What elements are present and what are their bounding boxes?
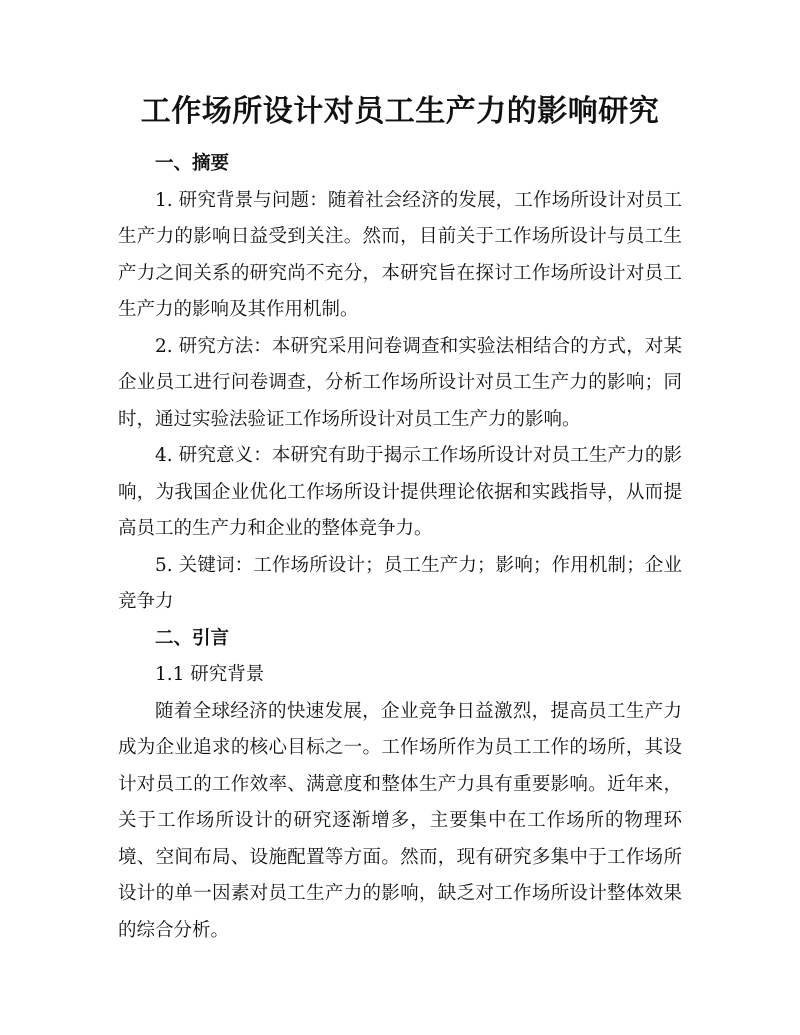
section-heading-abstract: 一、摘要 — [155, 153, 230, 174]
abstract-paragraph-background: 1. 研究背景与问题：随着社会经济的发展，工作场所设计对员工生产力的影响日益受到关注。然而，目前关于工作场所设计与员工生产力之间关系的研究尚不充分，本研究旨在探讨工作场所设计对员工生产力的影响及其作用机制。 — [118, 189, 682, 320]
document-title: 工作场所设计对员工生产力的影响研究 — [140, 94, 660, 129]
abstract-paragraph-significance: 4. 研究意义：本研究有助于揭示工作场所设计对员工生产力的影响，为我国企业优化工作场所设计提供理论依据和实践指导，从而提高员工的生产力和企业的整体竞争力。 — [118, 445, 682, 539]
document-body — [118, 146, 682, 949]
subsection-heading-background: 1.1 研究背景 — [155, 664, 265, 685]
section-heading-introduction: 二、引言 — [155, 627, 230, 649]
abstract-paragraph-keywords: 5. 关键词：工作场所设计；员工生产力；影响；作用机制；企业竞争力 — [118, 554, 682, 612]
abstract-paragraph-methods: 2. 研究方法：本研究采用问卷调查和实验法相结合的方式，对某企业员工进行问卷调查，分析工作场所设计对员工生产力的影响；同时，通过实验法验证工作场所设计对员工生产力的影响。 — [118, 335, 682, 430]
introduction-paragraph: 随着全球经济的快速发展，企业竞争日益激烈，提高员工生产力成为企业追求的核心目标之一。工作场所作为员工工作的场所，其设计对员工的工作效率、满意度和整体生产力具有重要影响。近年来，关于工作场所设计的研究逐渐增多，主要集中在工作场所的物理环境、空间布局、设施配置等方面。然而，现有研究多集中于工作场所设计的单一因素对员工生产力的影响，缺乏对工作场所设计整体效果的综合分析。 — [118, 700, 682, 941]
